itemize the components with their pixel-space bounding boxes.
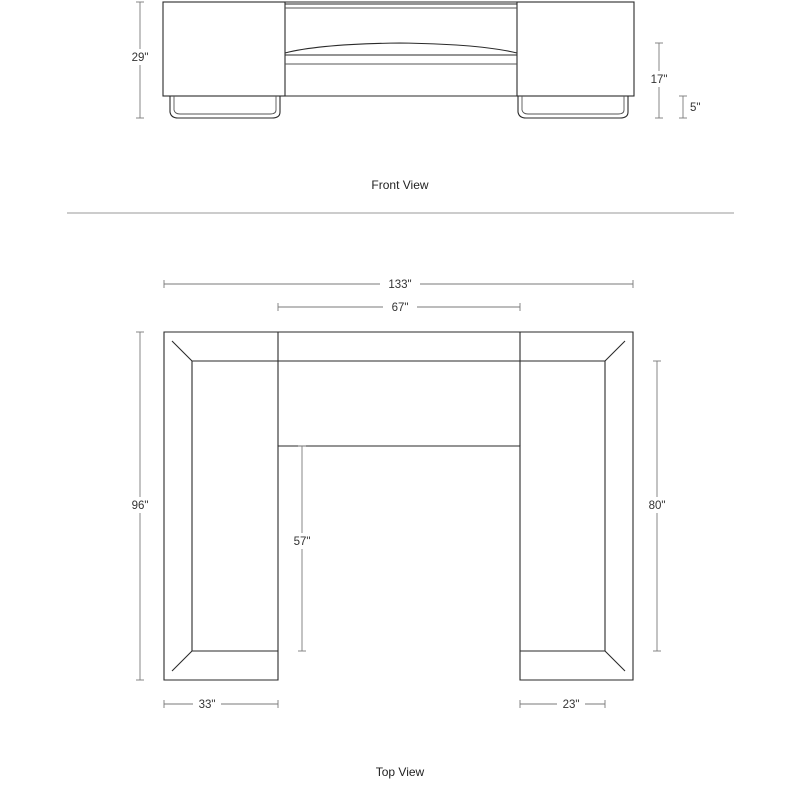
front-view [126, 2, 700, 192]
dim-overall-width [164, 276, 633, 292]
dim-label-overall-depth: 96" [131, 500, 149, 512]
dim-left-arm-width [164, 696, 278, 712]
dim-label-overall-height: 29" [131, 52, 149, 64]
dim-seat-height [646, 43, 674, 118]
dim-inner-depth [643, 361, 671, 651]
top-right-chaise [520, 332, 625, 671]
dim-overall-height [126, 2, 154, 118]
front-view-caption: Front View [371, 178, 429, 192]
dim-label-overall-width: 133" [388, 279, 412, 291]
dim-label-opening-depth: 57" [293, 536, 311, 548]
dim-label-left-arm-width: 33" [198, 699, 216, 711]
front-right-leg [518, 96, 628, 118]
dim-label-inner-depth: 80" [648, 500, 666, 512]
dim-overall-depth [126, 332, 154, 680]
dim-label-right-arm-width: 23" [562, 699, 580, 711]
dim-label-leg-height: 5" [690, 102, 701, 114]
top-sofa-outline [164, 332, 633, 680]
top-view [126, 276, 671, 779]
dim-leg-height [679, 96, 700, 118]
dim-right-arm-width [520, 696, 605, 712]
front-left-arm [163, 2, 285, 96]
dim-opening-depth [288, 446, 316, 651]
front-left-leg [170, 96, 280, 118]
front-center-section [285, 2, 517, 96]
front-right-arm [517, 2, 634, 96]
dim-label-seat-height: 17" [650, 74, 668, 86]
front-seat-cushion [285, 43, 517, 53]
top-left-chaise [172, 332, 278, 671]
dim-center-width [278, 299, 520, 315]
top-view-caption: Top View [375, 765, 425, 779]
dim-label-center-width: 67" [391, 302, 409, 314]
